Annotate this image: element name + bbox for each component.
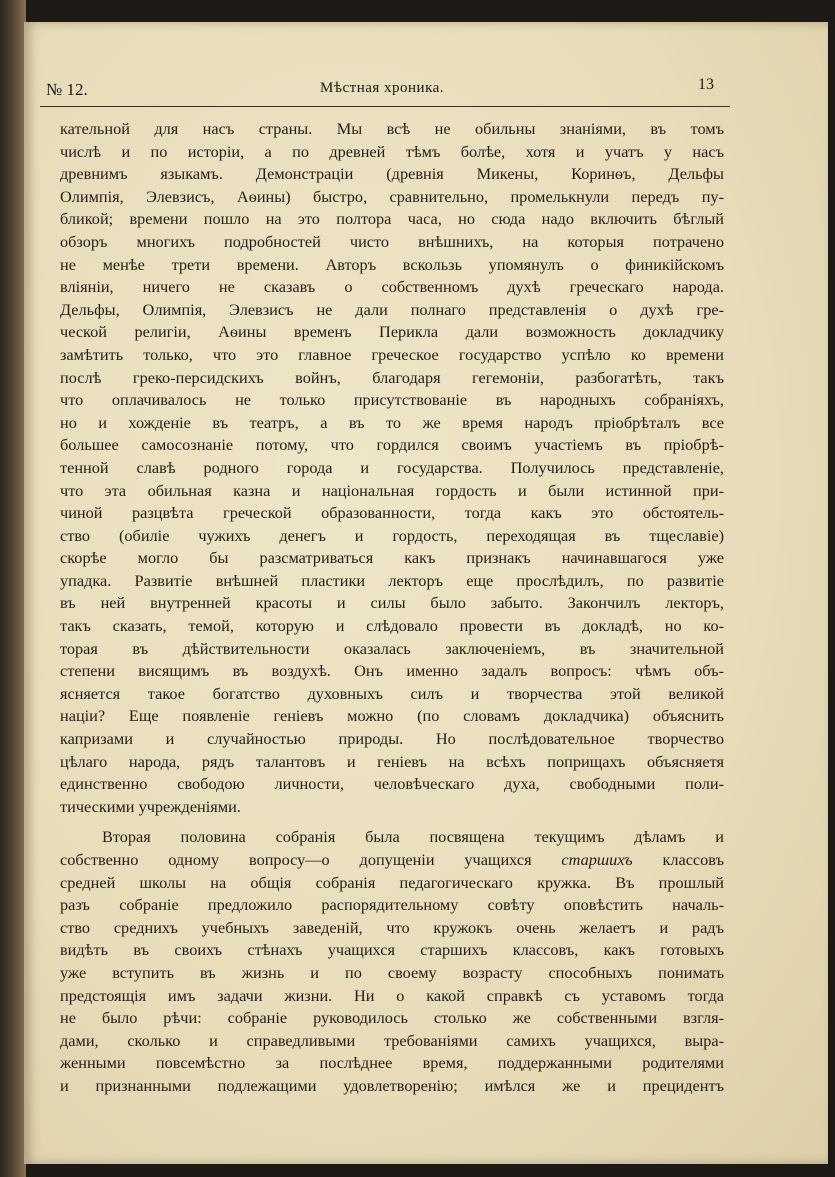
text-line: что оплачивалось не только присутствованіе въ народныхъ собраніяхъ,: [60, 390, 724, 410]
text-line: единственно свободою личности, человѣческаго духа, свободными поли-: [60, 774, 724, 794]
text-line: въ ней внутренней красоты и силы было забыто. Закончилъ лекторъ,: [60, 593, 724, 613]
emphasized-word: старшихъ: [561, 850, 633, 869]
text-segment: классовъ: [632, 850, 724, 869]
paragraph-1: [60, 118, 724, 818]
text-line: Вторая половина собранія была посвящена текущимъ дѣламъ и: [102, 827, 724, 847]
text-line: скорѣе могло бы разсматриваться какъ признакъ начинавшагося уже: [60, 548, 724, 568]
paragraph-2: [60, 826, 724, 1097]
text-line: средней школы на общія собранія педагогическаго кружка. Въ прошлый: [60, 872, 724, 892]
text-line: не менѣе трети времени. Авторъ вскользь упомянулъ о финикійскомъ: [60, 254, 724, 274]
text-line: и признанными подлежащими удовлетворенію; имѣлся же и прецидентъ: [60, 1075, 724, 1095]
text-line: ясняется такое богатство духовныхъ силъ и творчества этой великой: [60, 683, 724, 703]
text-line: степени висящимъ въ воздухѣ. Онъ именно задалъ вопросъ: чѣмъ объ-: [60, 661, 724, 681]
text-line: ство среднихъ учебныхъ заведеній, что кружокъ очень желаетъ и радъ: [60, 917, 724, 937]
text-line: торая въ дѣйствительности оказалась заключеніемъ, въ значительной: [60, 638, 724, 658]
text-line: замѣтить только, что это главное греческое государство успѣло ко времени: [60, 344, 724, 364]
section-title: Мѣстная хроника.: [320, 80, 445, 96]
text-line: бликой; времени пошло на это полтора часа, но сюда надо включить бѣглый: [60, 209, 724, 229]
text-line: чиной разцвѣта греческой образованности, тогда какъ это обстоятель-: [60, 503, 724, 523]
text-line: упадка. Развитіе внѣшней пластики лекторъ еще прослѣдилъ, по развитіе: [60, 570, 724, 590]
paragraph-2-lines: [60, 872, 724, 1098]
text-line: цѣлаго народа, рядъ талантовъ и геніевъ на всѣхъ поприщахъ объясняетя: [60, 751, 724, 771]
text-line: вліяніи, ничего не сказавъ о собственномъ духѣ греческаго народа.: [60, 277, 724, 297]
text-line: обзоръ многихъ подробностей чисто внѣшнихъ, на которыя потрачено: [60, 231, 724, 251]
text-line: кательной для насъ страны. Мы всѣ не обильны знаніями, въ томъ: [60, 119, 724, 138]
text-line: тенной славѣ родного города и государства. Получилось представленіе,: [60, 457, 724, 477]
text-line: такъ сказать, темой, которую и слѣдовало провести въ докладѣ, но ко-: [60, 616, 724, 636]
running-header: [40, 76, 730, 107]
text-line: но и хожденіе въ театръ, а въ то же время народъ пріобрѣталъ все: [60, 412, 724, 432]
text-line: видѣть въ своихъ стѣнахъ учащихся старшихъ классовъ, какъ готовыхъ: [60, 940, 724, 960]
text-line: древнимъ языкамъ. Демонстраціи (древнія Микены, Коринѳъ, Дельфы: [60, 164, 724, 184]
text-line: женными повсемѣстно за послѣднее время, поддержанными родителями: [60, 1053, 724, 1073]
text-line: [60, 849, 724, 872]
text-line: капризами и случайностью природы. Но послѣдовательное творчество: [60, 729, 724, 749]
book-spine-edge: [0, 0, 26, 1177]
text-line: уже вступить въ жизнь и по своему возрасту способныхъ понимать: [60, 962, 724, 982]
issue-number: № 12.: [46, 80, 88, 99]
text-line: разъ собраніе предложило распорядительному совѣту оповѣстить началь-: [60, 895, 724, 915]
text-line: ство (обиліе чужихъ денегъ и гордость, переходящая въ тщеславіе): [60, 525, 724, 545]
text-line: послѣ греко-персидскихъ войнъ, благодаря гегемоніи, разбогатѣть, такъ: [60, 367, 724, 387]
text-line: тическими учрежденіями.: [60, 796, 241, 816]
text-line: Дельфы, Олимпія, Элевзисъ не дали полнаго представленія о духѣ гре-: [60, 299, 724, 319]
page-number: 13: [698, 76, 714, 93]
text-line: не было рѣчи: собраніе руководилось столько же собственными взгля-: [60, 1008, 724, 1028]
text-line: большее самосознаніе потому, что гордился своимъ участіемъ въ пріобрѣ-: [60, 435, 724, 455]
text-line: предстоящія имъ задачи жизни. Ни о какой справкѣ съ уставомъ тогда: [60, 985, 724, 1005]
text-line: ческой религіи, Аѳины временъ Перикла дали возможность докладчику: [60, 322, 724, 342]
text-line: націи? Еще появленіе геніевъ можно (по словамъ докладчика) объяснить: [60, 706, 724, 726]
text-line: Олимпія, Элевзисъ, Аѳины) быстро, сравнительно, промелькнули передъ пу-: [60, 186, 724, 206]
text-segment: собственно одному вопросу—о допущеніи учащихся: [60, 850, 562, 869]
text-line: дами, сколько и справедливыми требованіями самихъ учащихся, выра-: [60, 1030, 724, 1050]
article-body: [60, 118, 724, 1098]
text-line: что эта обильная казна и національная гордость и были истинной при-: [60, 480, 724, 500]
text-line: числѣ и по исторіи, а по древней тѣмъ болѣе, хотя и учатъ у насъ: [60, 141, 724, 161]
